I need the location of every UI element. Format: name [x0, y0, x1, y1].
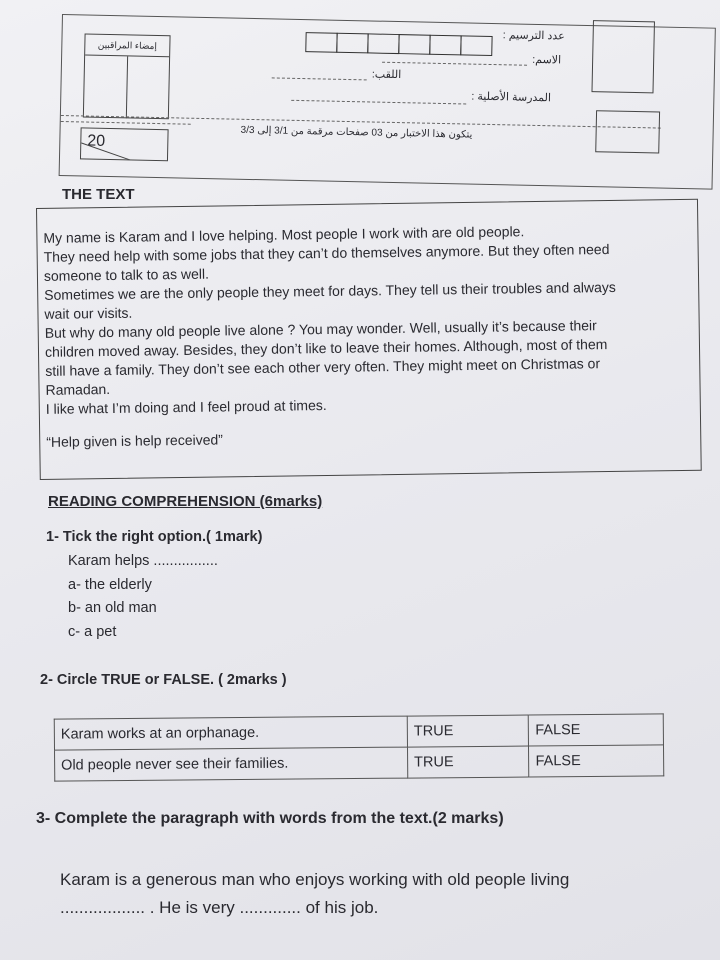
first-name-label: الاسم:	[532, 53, 562, 67]
signature-cell	[84, 55, 128, 118]
supervisors-signature-box	[83, 33, 171, 119]
true-option[interactable]: TRUE	[407, 715, 529, 747]
exam-header	[59, 14, 716, 190]
q3-title: 3- Complete the paragraph with words from the text.(2 marks)	[36, 810, 504, 827]
paragraph-line-blanks[interactable]: .................. . He is very ............. of his job.	[60, 898, 379, 917]
text-line: They need help with some jobs that they can’t do themselves anymore. But they often need	[43, 240, 610, 265]
first-name-line[interactable]	[382, 62, 527, 66]
text-line: wait our visits.	[44, 304, 133, 322]
table-row	[55, 745, 664, 781]
q3-paragraph	[60, 866, 569, 922]
score-total: 20	[87, 132, 106, 150]
section-title: READING COMPREHENSION (6marks)	[48, 493, 323, 510]
registration-boxes	[306, 32, 492, 56]
text-line: Sometimes we are the only people they meet for days. They tell us their troubles and always	[44, 278, 616, 303]
statement: Karam works at an orphanage.	[54, 716, 407, 750]
q1-option-c[interactable]: c- a pet	[68, 624, 117, 640]
origin-school-label: المدرسة الأصلية :	[471, 90, 552, 105]
score-box	[80, 127, 169, 161]
divider	[61, 121, 191, 125]
q1-option-a[interactable]: a- the elderly	[68, 577, 152, 593]
true-option[interactable]: TRUE	[407, 746, 529, 778]
last-name-line[interactable]	[272, 77, 367, 80]
last-name-label: اللقب:	[371, 68, 402, 82]
text-line: still have a family. They don’t see each other very often. They might meet on Christmas or	[45, 355, 601, 379]
signature-cell	[126, 56, 169, 119]
q2-title: 2- Circle TRUE or FALSE. ( 2marks )	[40, 672, 287, 688]
text-line: someone to talk to as well.	[43, 265, 210, 284]
origin-school-line[interactable]	[291, 100, 466, 105]
true-false-table	[54, 713, 665, 781]
q1-stem: Karam helps ................	[68, 553, 218, 569]
text-line: My name is Karam and I love helping. Most people I work with are old people.	[43, 223, 525, 246]
paragraph-line: Karam is a generous man who enjoys working with old people living	[60, 870, 570, 889]
false-option[interactable]: FALSE	[529, 714, 664, 746]
quote: “Help given is help received”	[46, 431, 224, 450]
reading-text	[36, 199, 702, 480]
q1-option-b[interactable]: b- an old man	[68, 600, 157, 616]
text-line: Ramadan.	[45, 380, 111, 398]
photo-box	[591, 20, 654, 93]
text-title: THE TEXT	[62, 186, 135, 203]
text-line: I like what I’m doing and I feel proud at times.	[45, 396, 327, 417]
text-line: But why do many old people live alone ? You may wonder. Well, usually it’s because their	[44, 317, 597, 341]
code-box	[595, 110, 660, 153]
pages-note: يتكون هذا الاختبار من 03 صفحات مرقمة من 3/1 إلى 3/3	[240, 124, 473, 141]
statement: Old people never see their families.	[55, 747, 408, 781]
q1-title: 1- Tick the right option.( 1mark)	[46, 529, 263, 545]
signature-label: إمضاء المراقبين	[85, 34, 169, 57]
registration-label: عدد الترسيم :	[502, 29, 565, 43]
text-line: children moved away. Besides, they don’t like to leave their homes. Although, most of them	[44, 336, 608, 360]
false-option[interactable]: FALSE	[529, 745, 664, 777]
